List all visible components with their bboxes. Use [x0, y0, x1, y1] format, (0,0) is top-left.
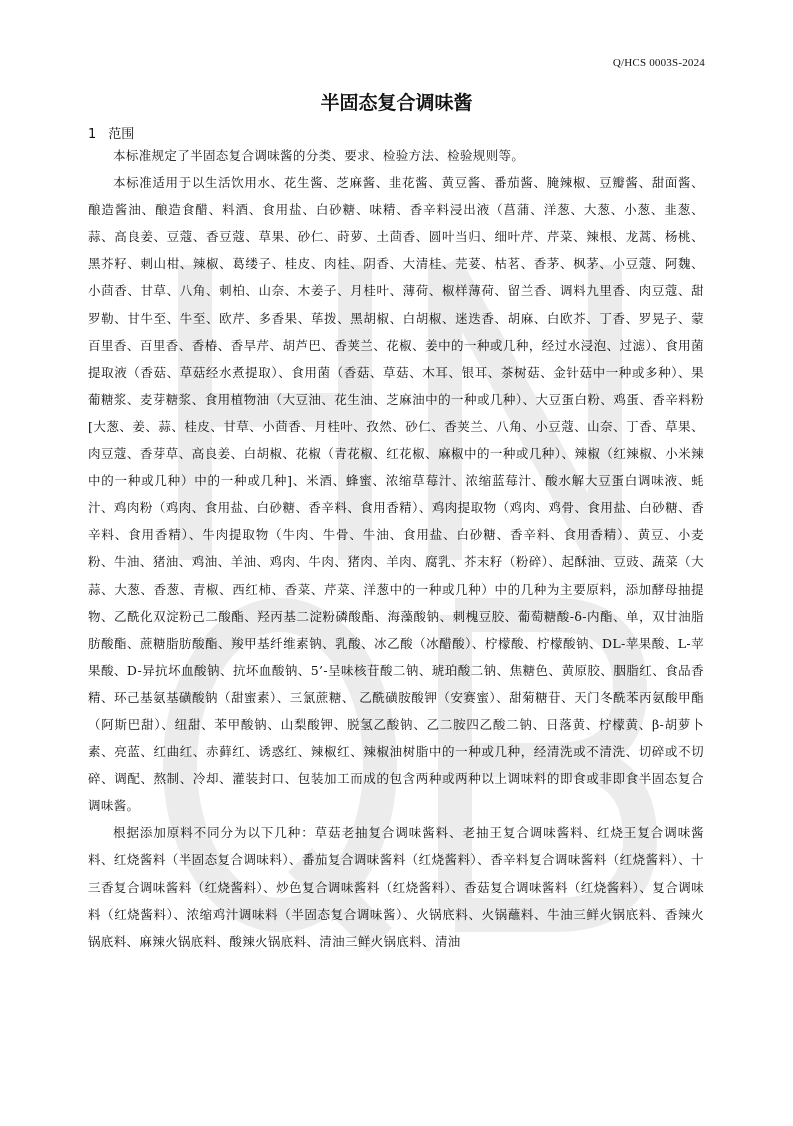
section-title: 范围: [108, 127, 135, 142]
body-text: [88, 142, 704, 955]
section-number: 1: [88, 127, 97, 142]
paragraph-scope: 本标准规定了半固态复合调味酱的分类、要求、检验方法、检验规则等。: [113, 148, 525, 163]
section-heading: [88, 123, 134, 142]
page-title: 半固态复合调味酱: [320, 92, 473, 114]
document-code: Q/HCS 0003S-2024: [612, 57, 705, 69]
paragraph-applicability: 本标准适用于以生活饮用水、花生酱、芝麻酱、韭花酱、黄豆酱、番茄酱、腌辣椒、豆瓣酱、甜面酱、酿造酱油、酿造食醋、料酒、食用盐、白砂糖、味精、香辛料浸出液（菖蒲、洋葱、大葱、小葱、韭葱、蒜、高良姜、豆蔻、香豆蔻、草果、砂仁、莳萝、土茴香、圆叶当归、细叶芹、芹菜、辣根、龙蒿、杨桃、黑芥籽、刺山柑、辣椒、葛缕子、桂皮、肉桂、阴香、大清桂、芫荽、枯茗、香茅、枫茅、小豆蔻、阿魏、小茴香、甘草、八角、刺柏、山奈、木姜子、月桂叶、薄荷、椒样薄荷、留兰香、调料九里香、肉豆蔻、甜罗勒、甘牛至、牛至、欧芹、多香果、荜拨、黑胡椒、白胡椒、迷迭香、胡麻、白欧芥、丁香、罗晃子、蒙百里香、百里香、香椿、香旱芹、胡芦巴、香荚兰、花椒、姜中的一种或几种，经过水浸泡、过滤）、食用菌提取液（香菇、草菇经水煮提取）、食用菌（香菇、草菇、木耳、银耳、茶树菇、金针菇中一种或多种）、果葡糖浆、麦芽糖浆、食用植物油（大豆油、花生油、芝麻油中的一种或几种）、大豆蛋白粉、鸡蛋、香辛料粉[大葱、姜、蒜、桂皮、甘草、小茴香、月桂叶、孜然、砂仁、香荚兰、八角、小豆蔻、山奈、丁香、草果、肉豆蔻、香芽草、高良姜、白胡椒、花椒（青花椒、红花椒、麻椒中的一种或几种）、辣椒（红辣椒、小米辣中的一种或几种）中的一种或几种]、米酒、蜂蜜、浓缩草莓汁、浓缩蓝莓汁、酸水解大豆蛋白调味液、蚝汁、鸡肉粉（鸡肉、食用盐、白砂糖、香辛料、食用香精）、鸡肉提取物（鸡肉、鸡骨、食用盐、白砂糖、香辛料、食用香精）、牛肉提取物（牛肉、牛骨、牛油、食用盐、白砂糖、香辛料、食用香精）、黄豆、小麦粉、牛油、猪油、鸡油、羊油、鸡肉、牛肉、猪肉、羊肉、腐乳、芥末籽（粉碎）、起酥油、豆豉、蔬菜（大蒜、大葱、香葱、青椒、西红柿、香菜、芹菜、洋葱中的一种或几种）中的几种为主要原料，添加酵母抽提物、乙酰化双淀粉己二酸酯、羟丙基二淀粉磷酸酯、海藻酸钠、刺槐豆胶、葡萄糖酸-δ-内酯、单，双甘油脂肪酸酯、蔗糖脂肪酸酯、羧甲基纤维素钠、乳酸、冰乙酸（冰醋酸）、柠檬酸、柠檬酸钠、DL-苹果酸、L-苹果酸、D-异抗坏血酸钠、抗坏血酸钠、5’-呈味核苷酸二钠、琥珀酸二钠、焦糖色、黄原胶、胭脂红、食品香精、环己基氨基磺酸钠（甜蜜素）、三氯蔗糖、 乙酰磺胺酸钾（安赛蜜）、甜菊糖苷、天门冬酰苯丙氨酸甲酯（阿斯巴甜）、纽甜、苯甲酸钠、山梨酸钾、脱氢乙酸钠、乙二胺四乙酸二钠、日落黄、柠檬黄、β-胡萝卜素、亮蓝、红曲红、赤藓红、诱惑红、辣椒红、辣椒油树脂中的一种或几种，经清洗或不清洗、切碎或不切碎、调配、熬制、冷却、灌装封口、包装加工而成的包含两种或两种以上调味料的即食或非即食半固态复合调味酱。: [88, 175, 704, 814]
paragraph-classification: 根据添加原料不同分为以下几种：草菇老抽复合调味酱料、老抽王复合调味酱料、红烧王复合调味酱料、红烧酱料（半固态复合调味料）、番茄复合调味酱料（红烧酱料）、香辛料复合调味酱料（红烧酱料）、十三香复合调味酱料（红烧酱料）、炒色复合调味酱料（红烧酱料）、香菇复合调味酱料（红烧酱料）、复合调味料（红烧酱料）、浓缩鸡汁调味料（半固态复合调味酱）、火锅底料、火锅蘸料、牛油三鲜火锅底料、香辣火锅底料、麻辣火锅底料、酸辣火锅底料、清油三鲜火锅底料、清油: [88, 825, 704, 949]
